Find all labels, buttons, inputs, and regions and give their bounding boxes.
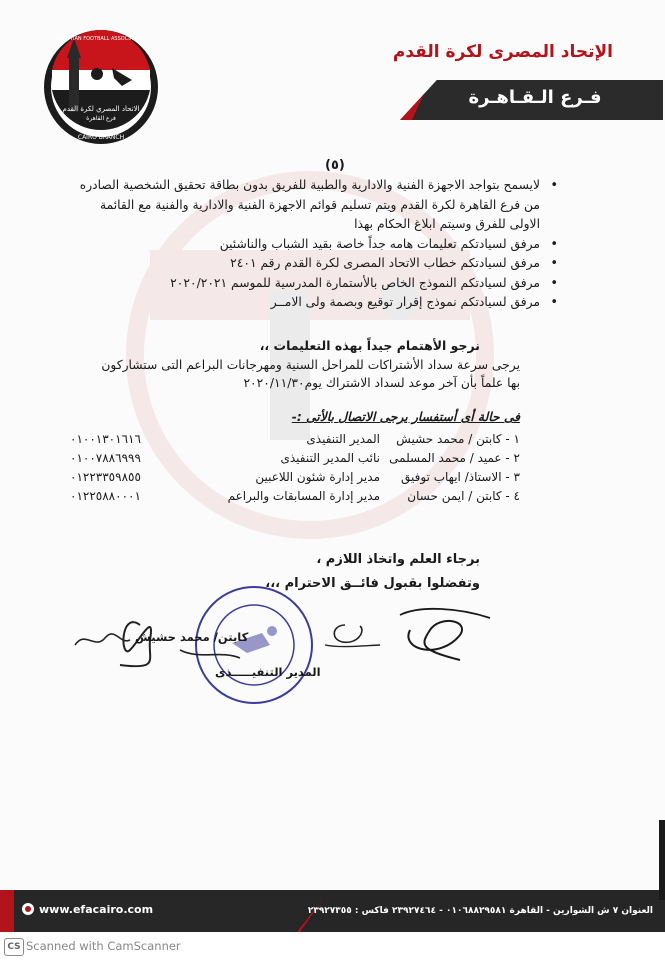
scanner-watermark-text: Scanned with CamScanner [26,939,181,953]
banner-stripe [400,80,430,120]
closing-line-1: برجاء العلم واتخاذ اللازم ، [316,552,480,567]
globe-icon [22,903,34,915]
website[interactable] [22,903,153,916]
contact-phone: ٠١٢٢٣٣٥٩٨٥٥ [70,470,141,484]
logo-english-bottom-text: CAIRO BRANCH [77,134,125,141]
logo-arabic-text: الاتحاد المصري لكرة القدم [62,105,140,113]
list-item: • مرفق لسيادتكم تعليمات هامه جداً خاصة بقيد الشباب والناشئين [70,235,540,255]
list-item: • مرفق لسيادتكم النموذج الخاص بالأستمارة المدرسية للموسم ٢٠٢٠/٢٠٢١ [70,274,540,294]
contact-role: مدير إدارة المسابقات والبراعم [227,489,380,503]
note-title: نرجو الأهتمام جيداً بهذه التعليمات ،، [259,338,480,353]
contact-row [70,449,520,468]
footer-left-accent [0,890,14,932]
contact-row [70,468,520,487]
contact-name: ٤ - كابتن / ايمن حسان [407,489,520,503]
instructions-list [70,176,562,313]
contacts-list [70,430,520,506]
list-item: • مرفق لسيادتكم نموذج إقرار توقيع وبصمة ولى الامــر [70,293,540,313]
contact-phone: ٠١٠٠١٣٠١٦١٦ [70,432,141,446]
contact-phone: ٠١٢٢٥٨٨٠٠٠١ [70,489,141,503]
scan-edge-mark [659,820,665,900]
item-number: (٥) [325,158,345,173]
org-name: الإتحاد المصرى لكرة القدم [392,42,613,62]
contact-phone: ٠١٠٠٧٨٨٦٩٩٩ [70,451,141,465]
efa-cairo-logo [42,28,160,146]
camscanner-icon: CS [4,938,24,956]
contacts-title: فى حالة أى أستفسار يرجى الاتصال بالأتى :- [291,410,520,424]
logo-english-top-text: EGYPTIAN FOOTBALL ASSOCIATION [57,36,145,42]
contact-name: ٣ - الاستاذ/ ايهاب توفيق [401,470,520,484]
contact-role: المدير التنفيذى [306,432,380,446]
handwritten-signatures [60,590,520,710]
list-item: • لايسمح بتواجد الاجهزة الفنية والادارية والطبية للفريق بدون بطاقة تحقيق الشخصية الصادره من فرع القاهرة لكرة القدم ويتم تسليم قوائم الاجهزة الفنية والادارية والفنية مع القائمة الاولى للفرق وسيتم ابلاغ الحكام بهذا [70,176,540,235]
contact-name: ١ - كابتن / محمد حشيش [396,432,520,446]
closing-line-2: وتفضلوا بقبول فائــق الاحترام ،،، [265,576,480,591]
signer-name: كابتن/ محمد حشيش [135,630,249,644]
contact-row [70,430,520,449]
note-body: يرجى سرعة سداد الأشتراكات للمراحل السنية ومهرجانات البراعم التى ستشاركون بها علماً بأن آخر موعد لسداد الاشتراك يوم٢٠٢٠/١١/٣٠ [101,358,520,390]
contact-role: مدير إدارة شئون اللاعبين [255,470,380,484]
list-item: • مرفق لسيادتكم خطاب الاتحاد المصرى لكرة القدم رقم ٢٤٠١ [70,254,540,274]
signer-role: المدير التنفيـــــذى [215,665,321,679]
branch-label: فـرع الـقـاهـرة [468,87,602,108]
footer-address: العنوان ٧ ش الشوارين - القاهرة ٠١٠٦٨٨٢٩٥٨١ - ٢٣٩٢٧٤٦٤ فاكس : ٢٣٩٢٧٣٥٥ [307,906,653,916]
website-label: www.efacairo.com [39,903,154,916]
contact-role: نائب المدير التنفيذى [280,451,380,465]
contact-row [70,487,520,506]
logo-arabic-branch-text: فرع القاهرة [86,115,116,122]
contact-name: ٢ - عميد / محمد المسلمى [389,451,520,465]
